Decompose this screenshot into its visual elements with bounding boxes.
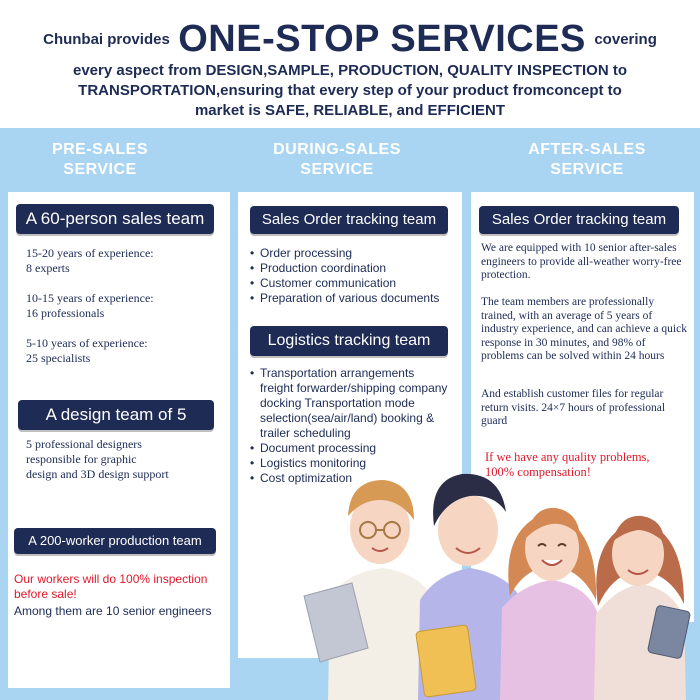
during-sales-title-line-2: SERVICE [300, 161, 374, 178]
logistics-item: • Transportation arrangements freight forwarder/shipping company docking Transportation mode selection(sea/air/land) booking & trailer scheduling [250, 366, 450, 441]
compensation-line-1: If we have any quality problems, [485, 450, 650, 464]
inspection-line-2: before sale! [14, 587, 77, 601]
person-tablet [594, 516, 691, 700]
during-sales-title-line-1: DURING-SALES [273, 141, 401, 158]
experience-1-count: 8 experts [26, 261, 70, 275]
headline-line-4: market is SAFE, RELIABLE, and EFFICIENT [194, 102, 506, 119]
order-item: • Preparation of various documents [250, 291, 460, 306]
production-team-badge: A 200-worker production team [14, 528, 216, 554]
order-item: • Production coordination [250, 261, 460, 276]
inspection-line-1: Our workers will do 100% inspection [14, 572, 208, 586]
logistics-item: • Logistics monitoring [250, 456, 450, 471]
design-line-3: design and 3D design support [26, 467, 169, 481]
header-banner [0, 0, 700, 128]
logistics-tracking-badge: Logistics tracking team [250, 326, 448, 356]
after-sales-tracking-badge: Sales Order tracking team [479, 206, 679, 234]
senior-engineers-note: Among them are 10 senior engineers [14, 604, 212, 618]
logistics-item: • Document processing [250, 441, 450, 456]
experience-3-range: 5-10 years of experience: [26, 336, 148, 350]
team-illustration [0, 128, 700, 700]
after-sales-title-line-1: AFTER-SALES [528, 141, 646, 158]
experience-2-range: 10-15 years of experience: [26, 291, 154, 305]
logistics-item: • Cost optimization [250, 471, 450, 486]
pre-sales-title-line-1: PRE-SALES [51, 141, 149, 158]
experience-3-count: 25 specialists [26, 351, 91, 365]
order-item: • Customer communication [250, 276, 460, 291]
order-tracking-badge: Sales Order tracking team [250, 206, 448, 234]
headline-line-2: every aspect from DESIGN,SAMPLE, PRODUCTION, QUALITY INSPECTION to [73, 62, 627, 79]
headline-title: ONE-STOP SERVICES [178, 18, 586, 60]
services-section [0, 128, 700, 700]
after-sales-paragraph-2: The team members are professionally trained, with an average of 5 years of industry experience, and can achieve a quick response in 30 minutes, and 98% of problems can be solved within 24 hours [481, 296, 687, 362]
headline-prefix: Chunbai provides [43, 31, 170, 48]
order-item: • Order processing [250, 246, 460, 261]
headline-suffix: covering [594, 31, 657, 48]
after-sales-paragraph-1: We are equipped with 10 senior after-sales engineers to provide all-weather worry-free protection. [481, 242, 682, 281]
after-sales-paragraph-3: And establish customer files for regular return visits. 24×7 hours of professional guard [481, 388, 666, 427]
person-glasses-laptop [304, 480, 436, 700]
design-line-2: responsible for graphic [26, 452, 137, 466]
headline-line-3: TRANSPORTATION,ensuring that every step of your product fromconcept to [78, 82, 622, 99]
pre-sales-title-line-2: SERVICE [63, 161, 137, 178]
compensation-line-2: 100% compensation! [485, 465, 591, 479]
headline [0, 18, 700, 61]
after-sales-title-line-2: SERVICE [550, 161, 624, 178]
sales-team-badge: A 60-person sales team [16, 204, 214, 234]
design-team-badge: A design team of 5 [18, 400, 214, 430]
person-smiling-woman [500, 508, 600, 700]
design-line-1: 5 professional designers [26, 437, 142, 451]
experience-1-range: 15-20 years of experience: [26, 246, 154, 260]
experience-2-count: 16 professionals [26, 306, 105, 320]
